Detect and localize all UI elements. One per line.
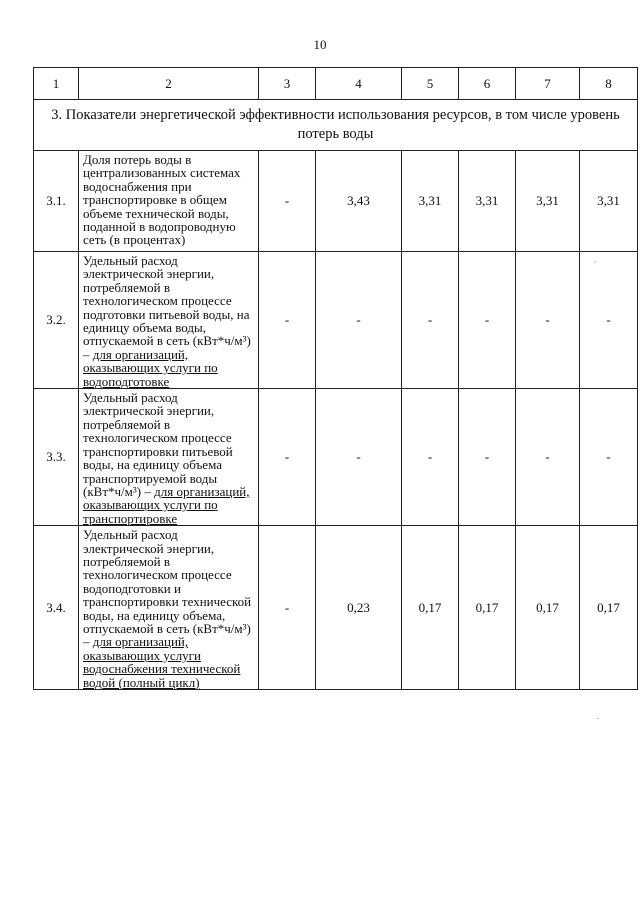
table-row — [34, 389, 638, 526]
row-value: - — [516, 252, 580, 389]
row-description — [79, 151, 259, 252]
row-value: - — [316, 389, 402, 526]
row-description — [79, 526, 259, 690]
row-value: 0,23 — [316, 526, 402, 690]
row-description-text: Удельный расход электрической энергии, потребляемой в технологическом процессе транспортировки питьевой воды, на единицу объема транспортируемой воды (кВт*ч/м³) – — [83, 390, 233, 499]
table-row — [34, 526, 638, 690]
row-value: 0,17 — [516, 526, 580, 690]
table-row — [34, 252, 638, 389]
row-value: 3,31 — [580, 151, 638, 252]
row-value: - — [516, 389, 580, 526]
row-value: 0,17 — [580, 526, 638, 690]
row-value: 3,31 — [516, 151, 580, 252]
column-header: 6 — [459, 68, 516, 100]
row-description-text: Удельный расход электрической энергии, потребляемой в технологическом процессе подготовки питьевой воды, на единицу объема воды, отпускаемой в сеть (кВт*ч/м³) – — [83, 253, 251, 362]
table-row — [34, 151, 638, 252]
row-value: - — [580, 252, 638, 389]
scan-speck: · — [594, 258, 597, 267]
row-code: 3.1. — [34, 151, 79, 252]
row-value: - — [259, 389, 316, 526]
row-value: - — [259, 252, 316, 389]
row-value: 3,31 — [402, 151, 459, 252]
column-header: 8 — [580, 68, 638, 100]
column-header: 2 — [79, 68, 259, 100]
indicators-table — [33, 67, 638, 690]
row-value: - — [402, 252, 459, 389]
row-description-text: Доля потерь воды в централизованных системах водоснабжения при транспортировке в общем объеме технической воды, поданной в водопроводную сеть (в процентах) — [83, 152, 241, 248]
scan-speck: . — [597, 712, 599, 721]
row-value: 3,31 — [459, 151, 516, 252]
row-value: - — [402, 389, 459, 526]
section-row — [34, 100, 638, 151]
row-description — [79, 389, 259, 526]
row-value: - — [459, 389, 516, 526]
page-number: 10 — [313, 37, 327, 52]
row-description-text: Удельный расход электрической энергии, потребляемой в технологическом процессе водоподготовки и транспортировки технической воды, на единицу объема, отпускаемой в сеть (кВт*ч/м³) – — [83, 527, 252, 650]
row-code: 3.4. — [34, 526, 79, 690]
row-code: 3.2. — [34, 252, 79, 389]
row-description — [79, 252, 259, 389]
row-description-underlined: для организаций, оказывающих услуги по транспортировке — [83, 483, 250, 526]
section-title: 3. Показатели энергетической эффективности использования ресурсов, в том числе уровень потерь воды — [34, 100, 638, 151]
row-description-underlined: для организаций, оказывающих услуги по водоподготовке — [83, 346, 218, 389]
column-header: 3 — [259, 68, 316, 100]
column-header: 5 — [402, 68, 459, 100]
row-value: - — [259, 151, 316, 252]
row-value: - — [580, 389, 638, 526]
column-header-row — [34, 68, 638, 100]
row-value: 0,17 — [459, 526, 516, 690]
column-header: 4 — [316, 68, 402, 100]
row-value: - — [316, 252, 402, 389]
row-value: 0,17 — [402, 526, 459, 690]
column-header: 1 — [34, 68, 79, 100]
row-code: 3.3. — [34, 389, 79, 526]
row-value: - — [259, 526, 316, 690]
row-description-underlined: для организаций, оказывающих услуги водоснабжения технической водой (полный цикл) — [83, 634, 241, 690]
column-header: 7 — [516, 68, 580, 100]
row-value: 3,43 — [316, 151, 402, 252]
row-value: - — [459, 252, 516, 389]
